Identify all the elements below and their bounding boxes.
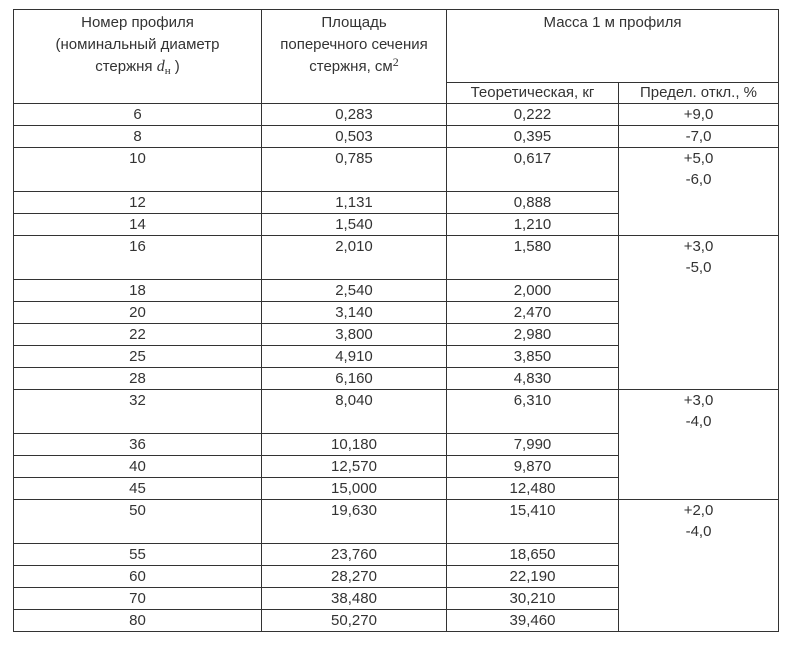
diameter-symbol: d bbox=[156, 58, 165, 75]
reinforcement-profile-table bbox=[13, 9, 779, 632]
cell-area: 2,010 bbox=[262, 236, 447, 280]
cell-mass: 1,210 bbox=[447, 214, 619, 236]
cell-area: 0,503 bbox=[262, 126, 447, 148]
cell-mass: 1,580 bbox=[447, 236, 619, 280]
cell-area: 2,540 bbox=[262, 280, 447, 302]
cell-mass: 39,460 bbox=[447, 610, 619, 632]
cell-deviation: +2,0 -4,0 bbox=[619, 500, 779, 632]
cell-mass: 3,850 bbox=[447, 346, 619, 368]
cell-profile: 70 bbox=[14, 588, 262, 610]
cell-profile: 45 bbox=[14, 478, 262, 500]
cell-area: 0,283 bbox=[262, 104, 447, 126]
cell-mass: 4,830 bbox=[447, 368, 619, 390]
cell-area: 3,140 bbox=[262, 302, 447, 324]
cell-profile: 32 bbox=[14, 390, 262, 434]
cell-mass: 7,990 bbox=[447, 434, 619, 456]
header-deviation: Предел. откл., % bbox=[619, 83, 779, 104]
cell-mass: 15,410 bbox=[447, 500, 619, 544]
cell-profile: 60 bbox=[14, 566, 262, 588]
cell-profile: 6 bbox=[14, 104, 262, 126]
cell-profile: 80 bbox=[14, 610, 262, 632]
cell-profile: 10 bbox=[14, 148, 262, 192]
cell-area: 1,131 bbox=[262, 192, 447, 214]
cell-mass: 0,617 bbox=[447, 148, 619, 192]
cell-area: 23,760 bbox=[262, 544, 447, 566]
cell-profile: 36 bbox=[14, 434, 262, 456]
cell-profile: 40 bbox=[14, 456, 262, 478]
cell-mass: 2,000 bbox=[447, 280, 619, 302]
cell-profile: 8 bbox=[14, 126, 262, 148]
header-mass-per-meter: Масса 1 м профиля bbox=[447, 10, 779, 83]
cell-profile: 16 bbox=[14, 236, 262, 280]
cell-mass: 6,310 bbox=[447, 390, 619, 434]
cell-mass: 18,650 bbox=[447, 544, 619, 566]
cell-mass: 12,480 bbox=[447, 478, 619, 500]
cell-area: 8,040 bbox=[262, 390, 447, 434]
diameter-subscript: н bbox=[164, 65, 171, 77]
cell-profile: 22 bbox=[14, 324, 262, 346]
cell-deviation: +5,0 -6,0 bbox=[619, 148, 779, 236]
cell-area: 28,270 bbox=[262, 566, 447, 588]
cell-area: 15,000 bbox=[262, 478, 447, 500]
cell-profile: 28 bbox=[14, 368, 262, 390]
cell-area: 6,160 bbox=[262, 368, 447, 390]
cell-profile: 20 bbox=[14, 302, 262, 324]
cell-mass: 30,210 bbox=[447, 588, 619, 610]
cell-area: 4,910 bbox=[262, 346, 447, 368]
cell-mass: 2,980 bbox=[447, 324, 619, 346]
cell-profile: 14 bbox=[14, 214, 262, 236]
cell-profile: 18 bbox=[14, 280, 262, 302]
cell-mass: 9,870 bbox=[447, 456, 619, 478]
header-cross-section-area: Площадь поперечного сечения стержня, $см^2$ bbox=[262, 10, 447, 104]
cell-area: 38,480 bbox=[262, 588, 447, 610]
cell-deviation: +9,0 bbox=[619, 104, 779, 126]
cell-deviation: +3,0 -5,0 bbox=[619, 236, 779, 390]
cell-area: 10,180 bbox=[262, 434, 447, 456]
cell-mass: 0,888 bbox=[447, 192, 619, 214]
cell-mass: 0,222 bbox=[447, 104, 619, 126]
header-profile-number: Номер профиля (номинальный диаметр стержня $d_н$ ) bbox=[14, 10, 262, 104]
cell-area: 12,570 bbox=[262, 456, 447, 478]
cell-deviation: +3,0 -4,0 bbox=[619, 390, 779, 500]
cell-profile: 25 bbox=[14, 346, 262, 368]
cell-mass: 2,470 bbox=[447, 302, 619, 324]
cell-profile: 50 bbox=[14, 500, 262, 544]
cell-area: 3,800 bbox=[262, 324, 447, 346]
cell-profile: 12 bbox=[14, 192, 262, 214]
cell-mass: 22,190 bbox=[447, 566, 619, 588]
cell-deviation: -7,0 bbox=[619, 126, 779, 148]
cell-profile: 55 bbox=[14, 544, 262, 566]
cell-area: 0,785 bbox=[262, 148, 447, 192]
cell-area: 19,630 bbox=[262, 500, 447, 544]
cell-area: 1,540 bbox=[262, 214, 447, 236]
header-theoretical-mass: Теоретическая, кг bbox=[447, 83, 619, 104]
cell-area: 50,270 bbox=[262, 610, 447, 632]
cell-mass: 0,395 bbox=[447, 126, 619, 148]
